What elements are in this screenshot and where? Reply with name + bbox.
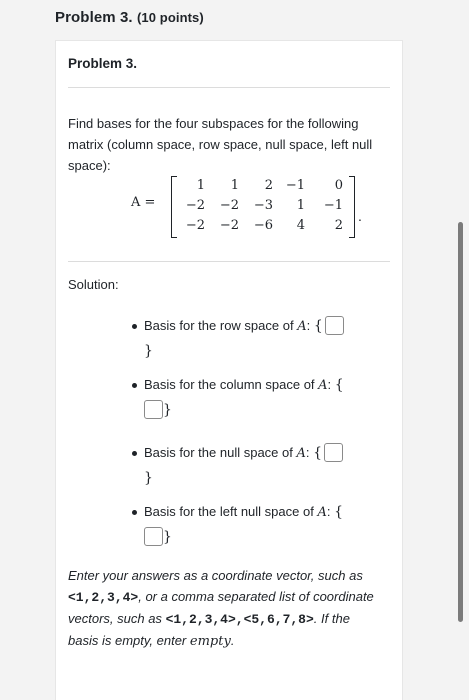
matrix-cell: 1 <box>230 178 239 193</box>
matrix-cell: 1 <box>196 178 205 193</box>
basis-column-space <box>144 373 394 422</box>
question-text: Find bases for the four subspaces for the following matrix (column space, row space, null space, left null space): <box>68 116 373 173</box>
basis-label: Basis for the null space of <box>144 445 293 460</box>
solution-label: Solution: <box>68 277 119 292</box>
open-brace: { <box>334 504 343 520</box>
open-brace: { <box>313 445 323 461</box>
matrix-terminator: . <box>358 208 362 224</box>
matrix-label: A = <box>131 195 156 210</box>
matrix-left-bracket <box>171 176 177 238</box>
null-space-answer-input[interactable] <box>324 443 343 462</box>
matrix-grid <box>179 176 343 236</box>
basis-row-space <box>144 314 394 363</box>
scrollbar-thumb[interactable] <box>458 222 463 622</box>
problem-card <box>55 40 403 700</box>
matrix-right-bracket <box>349 176 355 238</box>
close-brace: } <box>163 402 172 418</box>
open-brace: { <box>334 377 344 393</box>
matrix-cell: −2 <box>185 198 205 213</box>
matrix-cell: −1 <box>285 178 305 193</box>
matrix-cell: 4 <box>296 218 305 233</box>
example-vector: <1,2,3,4> <box>68 590 139 605</box>
matrix-cell: 2 <box>264 178 273 193</box>
matrix-cell: −2 <box>219 218 239 233</box>
matrix-var: A <box>317 505 327 520</box>
solution-divider <box>68 261 390 262</box>
matrix-cell: −3 <box>253 198 273 213</box>
instructions-text: Enter your answers as a coordinate vector, such as <box>68 568 363 583</box>
matrix-cell: −2 <box>185 218 205 233</box>
left-null-space-answer-input[interactable] <box>144 527 163 546</box>
card-heading: Problem 3. <box>68 56 138 71</box>
page-title <box>55 9 204 26</box>
instructions-text: . <box>230 633 235 648</box>
row-space-answer-input[interactable] <box>325 316 344 335</box>
matrix-cell: −6 <box>253 218 273 233</box>
colon: : <box>306 318 311 333</box>
instructions-text: . If the basis is empty, enter <box>68 611 350 648</box>
close-brace: } <box>163 529 172 545</box>
colon: : <box>327 377 332 392</box>
close-brace: } <box>144 470 153 486</box>
matrix-cell: 1 <box>296 198 305 213</box>
matrix-var: A <box>297 319 307 334</box>
bullet <box>132 383 137 388</box>
basis-null-space <box>144 441 394 490</box>
column-space-answer-input[interactable] <box>144 400 163 419</box>
page-title-text: Problem 3. <box>55 9 133 26</box>
matrix <box>131 174 361 240</box>
matrix-cell: −1 <box>323 198 343 213</box>
basis-left-null-space <box>144 500 394 549</box>
basis-label: Basis for the left null space of <box>144 504 314 519</box>
answer-instructions <box>68 565 378 652</box>
colon: : <box>326 504 331 519</box>
matrix-var: A <box>296 446 306 461</box>
empty-keyword: empty <box>189 634 231 649</box>
bullet <box>132 324 137 329</box>
bullet <box>132 510 137 515</box>
bullet <box>132 451 137 456</box>
heading-divider <box>68 87 390 88</box>
colon: : <box>305 445 310 460</box>
matrix-cell: −2 <box>219 198 239 213</box>
basis-label: Basis for the column space of <box>144 377 315 392</box>
instructions-text: , or a comma separated list of coordinate vectors, such as <box>68 589 374 626</box>
page-points: (10 points) <box>136 10 204 25</box>
close-brace: } <box>144 343 153 359</box>
open-brace: { <box>313 318 323 334</box>
matrix-cell: 2 <box>334 218 343 233</box>
example-vector-list: <1,2,3,4>,<5,6,7,8> <box>165 612 314 627</box>
matrix-var: A <box>318 378 328 393</box>
basis-label: Basis for the row space of <box>144 318 294 333</box>
matrix-cell: 0 <box>334 178 343 193</box>
